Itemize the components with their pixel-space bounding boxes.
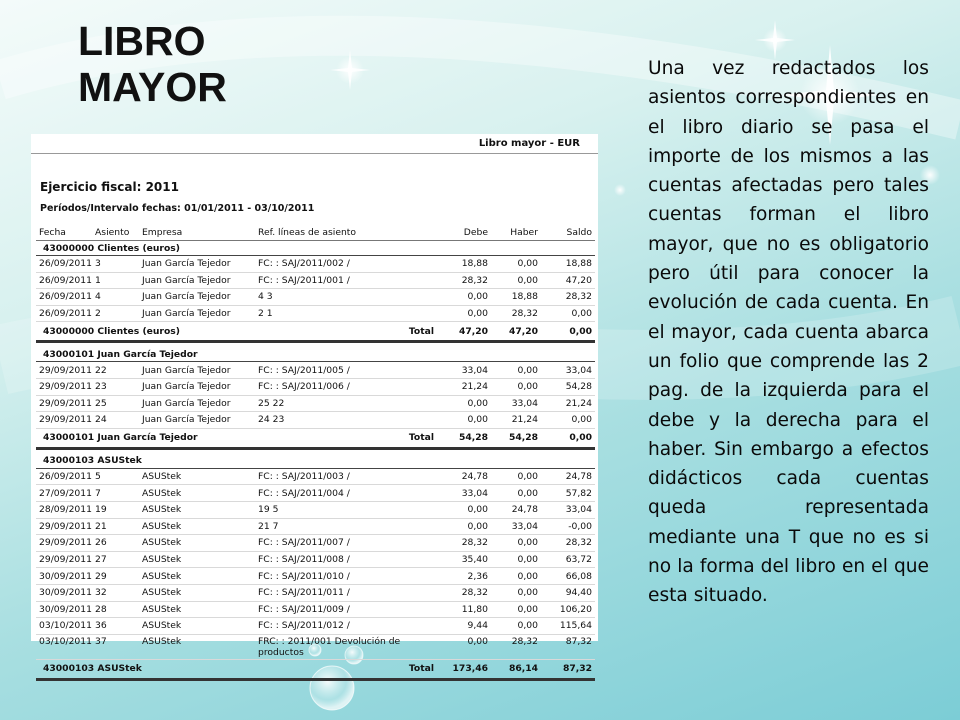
cell-debe: 0,00: [437, 518, 491, 535]
total-saldo: 0,00: [541, 428, 595, 448]
cell-haber: 0,00: [491, 468, 541, 485]
account-group-header: [36, 454, 595, 469]
cell-ref: 24 23: [255, 412, 437, 429]
cell-saldo: 28,32: [541, 535, 595, 552]
cell-ref: 19 5: [255, 501, 437, 518]
cell-ref: FC: : SAJ/2011/011 /: [255, 584, 437, 601]
date-period: Períodos/Intervalo fechas: 01/01/2011 - 03/10/2011: [40, 203, 315, 214]
cell-empresa: ASUStek: [139, 518, 255, 535]
cell-asiento: 27: [92, 551, 139, 568]
cell-debe: 0,00: [437, 634, 491, 659]
cell-haber: 0,00: [491, 378, 541, 395]
cell-empresa: Juan García Tejedor: [139, 395, 255, 412]
cell-asiento: 37: [92, 634, 139, 659]
cell-fecha: 03/10/2011: [36, 618, 92, 635]
cell-fecha: 29/09/2011: [36, 551, 92, 568]
cell-haber: 33,04: [491, 518, 541, 535]
table-row: [36, 584, 595, 601]
cell-empresa: Juan García Tejedor: [139, 412, 255, 429]
cell-debe: 9,44: [437, 618, 491, 635]
cell-saldo: 87,32: [541, 634, 595, 659]
cell-asiento: 22: [92, 362, 139, 379]
cell-ref: 4 3: [255, 289, 437, 306]
table-row: [36, 305, 595, 322]
total-account-name: 43000101 Juan García Tejedor: [36, 428, 255, 448]
table-row: [36, 272, 595, 289]
table-row: [36, 601, 595, 618]
account-name: 43000000 Clientes (euros): [36, 241, 595, 256]
cell-asiento: 25: [92, 395, 139, 412]
cell-haber: 0,00: [491, 551, 541, 568]
table-row: [36, 568, 595, 585]
cell-saldo: 66,08: [541, 568, 595, 585]
total-account-name: 43000103 ASUStek: [36, 659, 255, 679]
cell-saldo: 0,00: [541, 412, 595, 429]
cell-haber: 0,00: [491, 256, 541, 273]
cell-saldo: 18,88: [541, 256, 595, 273]
cell-asiento: 4: [92, 289, 139, 306]
cell-ref: FC: : SAJ/2011/005 /: [255, 362, 437, 379]
total-saldo: 0,00: [541, 322, 595, 342]
cell-debe: 28,32: [437, 584, 491, 601]
cell-asiento: 19: [92, 501, 139, 518]
cell-empresa: Juan García Tejedor: [139, 378, 255, 395]
cell-empresa: Juan García Tejedor: [139, 272, 255, 289]
cell-debe: 33,04: [437, 362, 491, 379]
table-row: [36, 468, 595, 485]
cell-fecha: 30/09/2011: [36, 601, 92, 618]
title-line-1: LIBRO: [78, 18, 206, 64]
cell-empresa: ASUStek: [139, 601, 255, 618]
cell-ref: FC: : SAJ/2011/012 /: [255, 618, 437, 635]
table-row: [36, 518, 595, 535]
cell-empresa: ASUStek: [139, 634, 255, 659]
cell-haber: 0,00: [491, 601, 541, 618]
cell-debe: 24,78: [437, 468, 491, 485]
total-debe: 54,28: [437, 428, 491, 448]
table-row: [36, 618, 595, 635]
cell-empresa: ASUStek: [139, 551, 255, 568]
total-account-name: 43000000 Clientes (euros): [36, 322, 255, 342]
cell-empresa: Juan García Tejedor: [139, 305, 255, 322]
cell-empresa: Juan García Tejedor: [139, 289, 255, 306]
total-haber: 47,20: [491, 322, 541, 342]
cell-ref: FRC: : 2011/001 Devolución de productos: [255, 634, 437, 659]
cell-ref: FC: : SAJ/2011/007 /: [255, 535, 437, 552]
total-saldo: 87,32: [541, 659, 595, 679]
table-row: [36, 362, 595, 379]
table-row: [36, 485, 595, 502]
cell-fecha: 26/09/2011: [36, 289, 92, 306]
cell-ref: FC: : SAJ/2011/008 /: [255, 551, 437, 568]
cell-asiento: 24: [92, 412, 139, 429]
cell-debe: 2,36: [437, 568, 491, 585]
cell-empresa: ASUStek: [139, 535, 255, 552]
cell-debe: 0,00: [437, 412, 491, 429]
table-row: [36, 378, 595, 395]
ledger-divider: [31, 153, 598, 154]
cell-ref: FC: : SAJ/2011/003 /: [255, 468, 437, 485]
col-debe: Debe: [437, 218, 491, 241]
total-label: Total: [255, 322, 437, 342]
cell-debe: 28,32: [437, 272, 491, 289]
account-total-row: [36, 322, 595, 342]
cell-empresa: ASUStek: [139, 485, 255, 502]
cell-haber: 0,00: [491, 362, 541, 379]
account-name: 43000103 ASUStek: [36, 454, 595, 469]
table-row: [36, 256, 595, 273]
total-label: Total: [255, 659, 437, 679]
table-row: [36, 395, 595, 412]
total-haber: 54,28: [491, 428, 541, 448]
cell-asiento: 28: [92, 601, 139, 618]
body-paragraph: Una vez redactados los asientos correspondientes en el libro diario se pasa el importe de los mismos a las cuentas afectadas pero tales cuentas forman el libro mayor, que no es obligatorio pero útil para conocer la evolución de cada cuenta. En el mayor, cada cuenta abarca un folio que comprende las 2 pag. de la izquierda para el debe y la derecha para el haber. Sin embargo a efectos didácticos cada cuentas queda representada mediante una T que no es si no la forma del libro en el que esta situado.: [648, 58, 929, 607]
cell-debe: 0,00: [437, 305, 491, 322]
cell-fecha: 29/09/2011: [36, 412, 92, 429]
cell-saldo: 57,82: [541, 485, 595, 502]
cell-debe: 35,40: [437, 551, 491, 568]
cell-haber: 0,00: [491, 272, 541, 289]
cell-asiento: 7: [92, 485, 139, 502]
cell-saldo: 47,20: [541, 272, 595, 289]
fiscal-year: Ejercicio fiscal: 2011: [40, 180, 179, 194]
col-asiento: Asiento: [92, 218, 139, 241]
col-empresa: Empresa: [139, 218, 255, 241]
account-group-header: [36, 241, 595, 256]
table-header-row: [36, 218, 595, 241]
cell-haber: 0,00: [491, 618, 541, 635]
title-line-2: MAYOR: [78, 64, 227, 110]
cell-haber: 0,00: [491, 584, 541, 601]
cell-haber: 0,00: [491, 568, 541, 585]
cell-empresa: ASUStek: [139, 584, 255, 601]
cell-saldo: 94,40: [541, 584, 595, 601]
cell-fecha: 26/09/2011: [36, 468, 92, 485]
cell-asiento: 29: [92, 568, 139, 585]
cell-saldo: 28,32: [541, 289, 595, 306]
account-total-row: [36, 428, 595, 448]
cell-saldo: -0,00: [541, 518, 595, 535]
cell-saldo: 33,04: [541, 501, 595, 518]
cell-empresa: ASUStek: [139, 568, 255, 585]
cell-empresa: ASUStek: [139, 501, 255, 518]
cell-haber: 28,32: [491, 634, 541, 659]
cell-asiento: 2: [92, 305, 139, 322]
cell-fecha: 27/09/2011: [36, 485, 92, 502]
table-row: [36, 412, 595, 429]
cell-debe: 18,88: [437, 256, 491, 273]
ledger-body: [36, 241, 595, 680]
cell-ref: FC: : SAJ/2011/002 /: [255, 256, 437, 273]
cell-fecha: 29/09/2011: [36, 362, 92, 379]
cell-haber: 24,78: [491, 501, 541, 518]
cell-debe: 0,00: [437, 395, 491, 412]
cell-saldo: 106,20: [541, 601, 595, 618]
cell-empresa: ASUStek: [139, 468, 255, 485]
cell-saldo: 33,04: [541, 362, 595, 379]
cell-debe: 28,32: [437, 535, 491, 552]
cell-haber: 33,04: [491, 395, 541, 412]
cell-saldo: 115,64: [541, 618, 595, 635]
account-name: 43000101 Juan García Tejedor: [36, 347, 595, 362]
ledger-image: [31, 134, 598, 675]
total-debe: 47,20: [437, 322, 491, 342]
cell-haber: 0,00: [491, 535, 541, 552]
ledger-table: [36, 218, 595, 681]
cell-asiento: 23: [92, 378, 139, 395]
total-haber: 86,14: [491, 659, 541, 679]
cell-fecha: 30/09/2011: [36, 584, 92, 601]
cell-debe: 21,24: [437, 378, 491, 395]
cell-ref: 25 22: [255, 395, 437, 412]
cell-asiento: 1: [92, 272, 139, 289]
cell-saldo: 21,24: [541, 395, 595, 412]
cell-fecha: 28/09/2011: [36, 501, 92, 518]
cell-haber: 18,88: [491, 289, 541, 306]
cell-fecha: 29/09/2011: [36, 395, 92, 412]
cell-ref: FC: : SAJ/2011/006 /: [255, 378, 437, 395]
total-label: Total: [255, 428, 437, 448]
cell-fecha: 29/09/2011: [36, 378, 92, 395]
cell-ref: FC: : SAJ/2011/009 /: [255, 601, 437, 618]
cell-saldo: 24,78: [541, 468, 595, 485]
cell-debe: 33,04: [437, 485, 491, 502]
cell-fecha: 03/10/2011: [36, 634, 92, 659]
cell-debe: 0,00: [437, 289, 491, 306]
cell-ref: 2 1: [255, 305, 437, 322]
cell-asiento: 32: [92, 584, 139, 601]
cell-haber: 0,00: [491, 485, 541, 502]
cell-saldo: 63,72: [541, 551, 595, 568]
cell-asiento: 21: [92, 518, 139, 535]
cell-fecha: 29/09/2011: [36, 535, 92, 552]
cell-ref: 21 7: [255, 518, 437, 535]
col-saldo: Saldo: [541, 218, 595, 241]
table-row: [36, 535, 595, 552]
total-debe: 173,46: [437, 659, 491, 679]
account-group-header: [36, 347, 595, 362]
cell-ref: FC: : SAJ/2011/001 /: [255, 272, 437, 289]
cell-haber: 28,32: [491, 305, 541, 322]
cell-empresa: Juan García Tejedor: [139, 362, 255, 379]
cell-fecha: 26/09/2011: [36, 305, 92, 322]
cell-ref: FC: : SAJ/2011/010 /: [255, 568, 437, 585]
col-haber: Haber: [491, 218, 541, 241]
cell-empresa: Juan García Tejedor: [139, 256, 255, 273]
cell-fecha: 26/09/2011: [36, 272, 92, 289]
account-total-row: [36, 659, 595, 679]
col-fecha: Fecha: [36, 218, 92, 241]
ledger-header: Libro mayor - EUR: [478, 138, 580, 149]
cell-asiento: 3: [92, 256, 139, 273]
cell-fecha: 30/09/2011: [36, 568, 92, 585]
cell-asiento: 5: [92, 468, 139, 485]
table-row: [36, 634, 595, 659]
cell-debe: 11,80: [437, 601, 491, 618]
table-row: [36, 551, 595, 568]
cell-debe: 0,00: [437, 501, 491, 518]
cell-fecha: 29/09/2011: [36, 518, 92, 535]
cell-asiento: 26: [92, 535, 139, 552]
cell-saldo: 54,28: [541, 378, 595, 395]
cell-ref: FC: : SAJ/2011/004 /: [255, 485, 437, 502]
cell-empresa: ASUStek: [139, 618, 255, 635]
table-row: [36, 289, 595, 306]
cell-fecha: 26/09/2011: [36, 256, 92, 273]
col-ref: Ref. líneas de asiento: [255, 218, 437, 241]
cell-asiento: 36: [92, 618, 139, 635]
cell-haber: 21,24: [491, 412, 541, 429]
slide-title: [78, 18, 298, 110]
table-row: [36, 501, 595, 518]
cell-saldo: 0,00: [541, 305, 595, 322]
